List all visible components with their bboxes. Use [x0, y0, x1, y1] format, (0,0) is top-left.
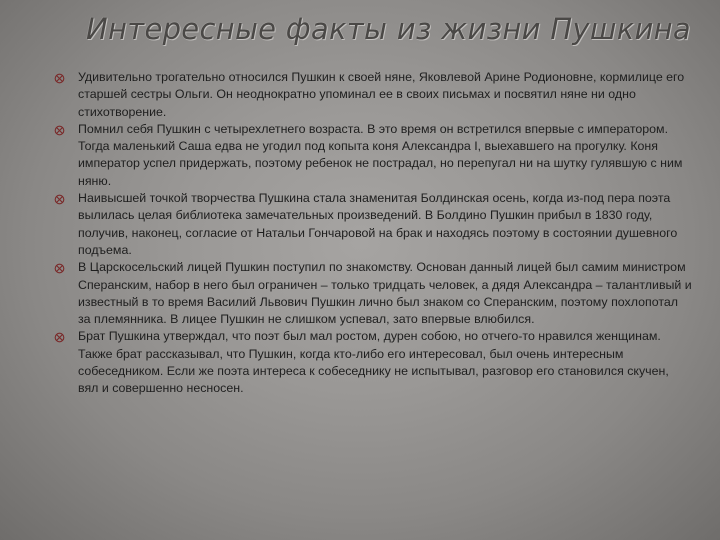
crossed-circle-bullet-icon: [54, 125, 65, 136]
crossed-circle-bullet-icon: [54, 194, 65, 205]
bullet-list: [52, 69, 692, 398]
crossed-circle-bullet-icon: [54, 73, 65, 84]
list-item: [52, 259, 692, 328]
list-item-text: В Царскосельский лицей Пушкин поступил по знакомству. Основан данный лицей был самим министром Сперанским, набор в него был ограничен – только тридцать человек, а дядя Александра – талантливый и известный в то время Василий Львович Пушкин лично был знаком со Сперанским, поэтому похлопотал за племянника. В лицее Пушкин не слишком успевал, зато впервые влюбился.: [78, 260, 692, 327]
list-item-text: Наивысшей точкой творчества Пушкина стала знаменитая Болдинская осень, когда из-под пера поэта вылилась целая библиотека замечательных произведений. В Болдино Пушкин прибыл в 1830 году, получив, наконец, согласие от Натальи Гончаровой на брак и находясь поэтому в состоянии душевного подъема.: [78, 191, 678, 257]
list-item-text: Удивительно трогательно относился Пушкин к своей няне, Яковлевой Арине Родионовне, кормилице его старшей сестры Ольги. Он неоднократно упоминал ее в своих письмах и посвятил няне ни одно стихотворение.: [78, 70, 685, 119]
crossed-circle-bullet-icon: [54, 263, 65, 274]
list-item: [52, 69, 692, 121]
slide-title: Интересные факты из жизни Пушкина: [86, 12, 691, 46]
list-item: [52, 121, 692, 190]
list-item: [52, 328, 692, 397]
crossed-circle-bullet-icon: [54, 332, 65, 343]
list-item-text: Помнил себя Пушкин с четырехлетнего возраста. В это время он встретился впервые с императором. Тогда маленький Саша едва не угодил под копыта коня Александра I, выехавшего на прогулку. Коня император успел придержать, поэтому ребенок не пострадал, но перепугал ни на шутку гулявшую с ним няню.: [78, 121, 683, 188]
list-item: [52, 190, 692, 259]
list-item-text: Брат Пушкина утверждал, что поэт был мал ростом, дурен собою, но отчего-то нравился женщинам. Также брат рассказывал, что Пушкин, когда кто-либо его интересовал, был очень интересным собеседником. Если же поэта интереса к собеседнику не испытывал, разговор его становился скучен, вял и совершенно несносен.: [78, 329, 669, 396]
